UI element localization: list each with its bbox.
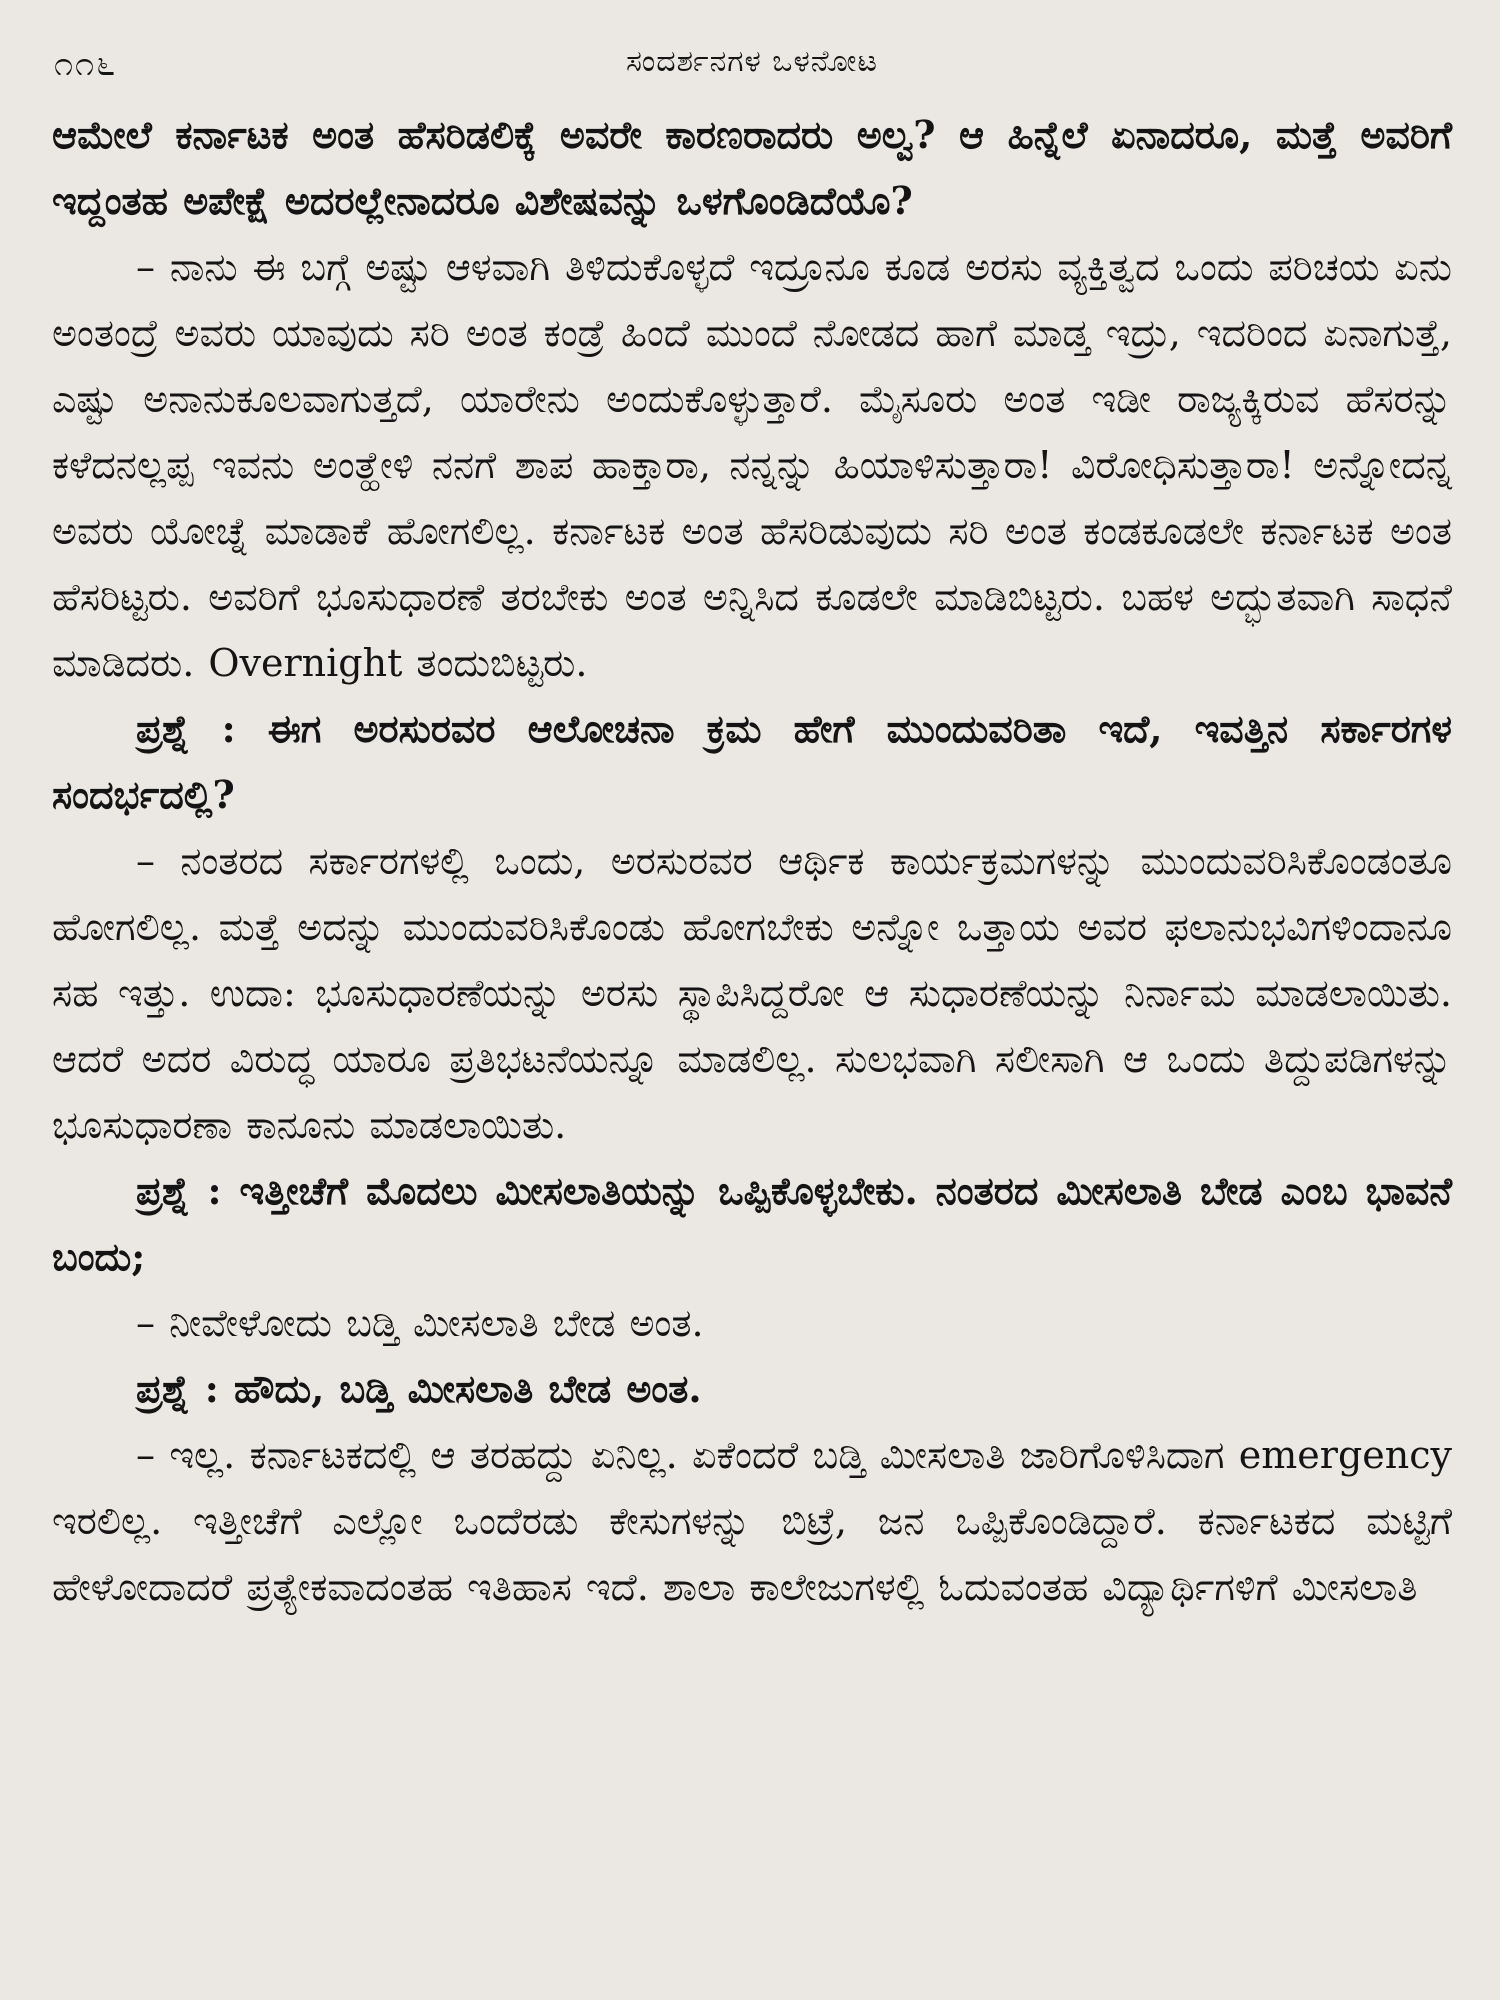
running-header (52, 40, 1452, 102)
answer-paragraph: – ಇಲ್ಲ. ಕರ್ನಾಟಕದಲ್ಲಿ ಆ ತರಹದ್ದು ಏನಿಲ್ಲ. ಏಕೆಂದರೆ ಬಡ್ತಿ ಮೀಸಲಾತಿ ಜಾರಿಗೊಳಿಸಿದಾಗ emergency ಇರಲಿಲ್ಲ. ಇತ್ತೀಚೆಗೆ ಎಲ್ಲೋ ಒಂದೆರಡು ಕೇಸುಗಳನ್ನು ಬಿಟ್ರೆ, ಜನ ಒಪ್ಪಿಕೊಂಡಿದ್ದಾರೆ. ಕರ್ನಾಟಕದ ಮಟ್ಟಿಗೆ ಹೇಳೋದಾದರೆ ಪ್ರತ್ಯೇಕವಾದಂತಹ ಇತಿಹಾಸ ಇದೆ. ಶಾಲಾ ಕಾಲೇಜುಗಳಲ್ಲಿ ಓದುವಂತಹ ವಿದ್ಯಾರ್ಥಿಗಳಿಗೆ ಮೀಸಲಾತಿ (52, 1433, 1452, 1609)
question-paragraph: ಪ್ರಶ್ನೆ : ಹೌದು, ಬಡ್ತಿ ಮೀಸಲಾತಿ ಬೇಡ ಅಂತ. (136, 1366, 702, 1411)
question-paragraph: ಆಮೇಲೆ ಕರ್ನಾಟಕ ಅಂತ ಹೆಸರಿಡಲಿಕ್ಕೆ ಅವರೇ ಕಾರಣರಾದರು ಅಲ್ವ? ಆ ಹಿನ್ನೆಲೆ ಏನಾದರೂ, ಮತ್ತೆ ಅವರಿಗೆ ಇದ್ದಂತಹ ಅಪೇಕ್ಷೆ ಅದರಲ್ಲೇನಾದರೂ ವಿಶೇಷವನ್ನು ಒಳಗೊಂಡಿದೆಯೊ? (52, 112, 1452, 223)
answer-paragraph: – ನೀವೇಳೋದು ಬಡ್ತಿ ಮೀಸಲಾತಿ ಬೇಡ ಅಂತ. (136, 1301, 704, 1345)
page-number: ೧೧೬ (54, 44, 118, 84)
answer-paragraph: – ನಾನು ಈ ಬಗ್ಗೆ ಅಷ್ಟು ಆಳವಾಗಿ ತಿಳಿದುಕೊಳ್ಳದೆ ಇದ್ರೂನೂ ಕೂಡ ಅರಸು ವ್ಯಕ್ತಿತ್ವದ ಒಂದು ಪರಿಚಯ ಏನು ಅಂತಂದ್ರೆ ಅವರು ಯಾವುದು ಸರಿ ಅಂತ ಕಂಡ್ರೆ ಹಿಂದೆ ಮುಂದೆ ನೋಡದ ಹಾಗೆ ಮಾಡ್ತ ಇದ್ರು, ಇದರಿಂದ ಏನಾಗುತ್ತೆ, ಎಷ್ಟು ಅನಾನುಕೂಲವಾಗುತ್ತದೆ, ಯಾರೇನು ಅಂದುಕೊಳ್ಳುತ್ತಾರೆ. ಮೈಸೂರು ಅಂತ ಇಡೀ ರಾಜ್ಯಕ್ಕಿರುವ ಹೆಸರನ್ನು ಕಳೆದನಲ್ಲಪ್ಪ ಇವನು ಅಂತ್ಹೇಳಿ ನನಗೆ ಶಾಪ ಹಾಕ್ತಾರಾ, ನನ್ನನ್ನು ಹಿಯಾಳಿಸುತ್ತಾರಾ! ವಿರೋಧಿಸುತ್ತಾರಾ! ಅನ್ನೋದನ್ನ ಅವರು ಯೋಚ್ನೆ ಮಾಡಾಕೆ ಹೋಗಲಿಲ್ಲ. ಕರ್ನಾಟಕ ಅಂತ ಹೆಸರಿಡುವುದು ಸರಿ ಅಂತ ಕಂಡಕೂಡಲೇ ಕರ್ನಾಟಕ ಅಂತ ಹೆಸರಿಟ್ಟರು. ಅವರಿಗೆ ಭೂಸುಧಾರಣೆ ತರಬೇಕು ಅಂತ ಅನ್ನಿಸಿದ ಕೂಡಲೇ ಮಾಡಿಬಿಟ್ಟರು. ಬಹಳ ಅದ್ಭುತವಾಗಿ ಸಾಧನೆ ಮಾಡಿದರು. Overnight ತಂದುಬಿಟ್ಟರು. (52, 245, 1452, 685)
question-paragraph: ಪ್ರಶ್ನೆ : ಈಗ ಅರಸುರವರ ಆಲೋಚನಾ ಕ್ರಮ ಹೇಗೆ ಮುಂದುವರಿತಾ ಇದೆ, ಇವತ್ತಿನ ಸರ್ಕಾರಗಳ ಸಂದರ್ಭದಲ್ಲಿ? (52, 706, 1452, 817)
body-text (52, 102, 1452, 1620)
question-paragraph: ಪ್ರಶ್ನೆ : ಇತ್ತೀಚೆಗೆ ಮೊದಲು ಮೀಸಲಾತಿಯನ್ನು ಒಪ್ಪಿಕೊಳ್ಳಬೇಕು. ನಂತರದ ಮೀಸಲಾತಿ ಬೇಡ ಎಂಬ ಭಾವನೆ ಬಂದು; (52, 1168, 1452, 1279)
running-title: ಸಂದರ್ಶನಗಳ ಒಳನೋಟ (625, 44, 879, 79)
answer-paragraph: – ನಂತರದ ಸರ್ಕಾರಗಳಲ್ಲಿ ಒಂದು, ಅರಸುರವರ ಆರ್ಥಿಕ ಕಾರ್ಯಕ್ರಮಗಳನ್ನು ಮುಂದುವರಿಸಿಕೊಂಡಂತೂ ಹೋಗಲಿಲ್ಲ. ಮತ್ತೆ ಅದನ್ನು ಮುಂದುವರಿಸಿಕೊಂಡು ಹೋಗಬೇಕು ಅನ್ನೋ ಒತ್ತಾಯ ಅವರ ಫಲಾನುಭವಿಗಳಿಂದಾನೂ ಸಹ ಇತ್ತು. ಉದಾ: ಭೂಸುಧಾರಣೆಯನ್ನು ಅರಸು ಸ್ಥಾಪಿಸಿದ್ದರೋ ಆ ಸುಧಾರಣೆಯನ್ನು ನಿರ್ನಾಮ ಮಾಡಲಾಯಿತು. ಆದರೆ ಅದರ ವಿರುದ್ಧ ಯಾರೂ ಪ್ರತಿಭಟನೆಯನ್ನೂ ಮಾಡಲಿಲ್ಲ. ಸುಲಭವಾಗಿ ಸಲೀಸಾಗಿ ಆ ಒಂದು ತಿದ್ದುಪಡಿಗಳನ್ನು ಭೂಸುಧಾರಣಾ ಕಾನೂನು ಮಾಡಲಾಯಿತು. (52, 839, 1452, 1147)
